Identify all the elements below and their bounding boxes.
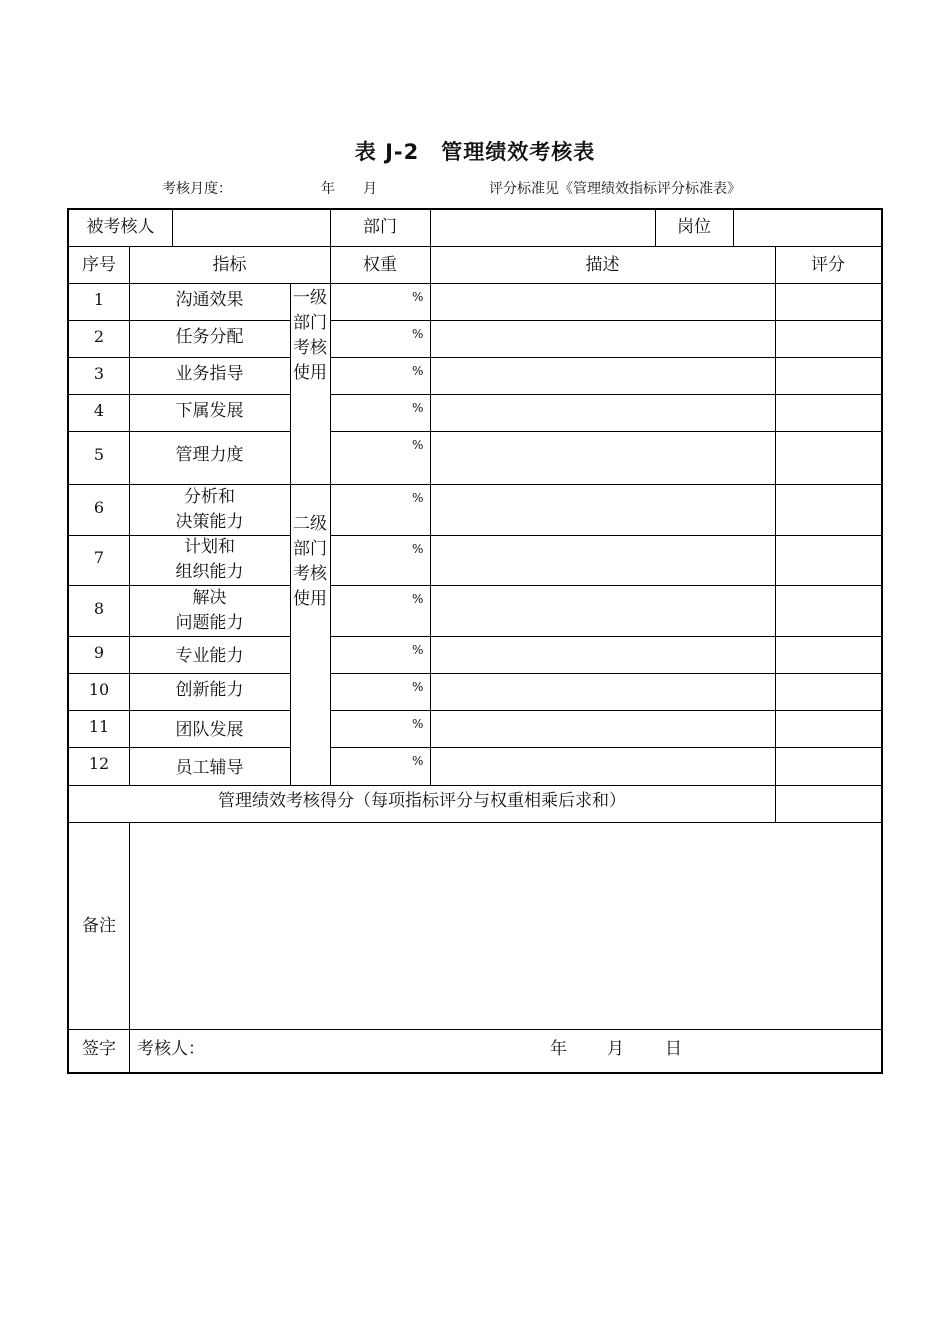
- header-description: 描述: [585, 254, 620, 275]
- row-seq: 5: [93, 445, 105, 464]
- row-weight-percent: %: [412, 754, 424, 768]
- header-score: 评分: [811, 254, 845, 275]
- signature-day-label: 日: [665, 1039, 682, 1059]
- row-weight-percent: %: [412, 592, 424, 606]
- total-score-field[interactable]: [776, 785, 881, 822]
- standard-reference: 评分标准见《管理绩效指标评分标准表》: [489, 181, 741, 197]
- department-field[interactable]: [431, 208, 655, 246]
- row-weight-percent: %: [412, 438, 424, 452]
- row-weight-percent: %: [412, 327, 424, 341]
- row-weight-percent: %: [412, 401, 424, 415]
- position-label: 岗位: [677, 217, 711, 237]
- signature-label: 签字: [82, 1039, 116, 1059]
- header-weight: 权重: [363, 254, 397, 275]
- row-seq: 6: [93, 497, 105, 517]
- row-indicator: 专业能力: [175, 646, 244, 666]
- row-indicator: 计划和 组织能力: [175, 537, 244, 582]
- month-unit-label: 月: [363, 181, 377, 197]
- header-indicator: 指标: [212, 254, 247, 275]
- row-seq: 8: [93, 598, 105, 618]
- row-seq: 12: [88, 754, 110, 773]
- row-seq: 2: [93, 327, 105, 346]
- remarks-field[interactable]: [130, 822, 881, 1029]
- group1-label: 一级部门考核使用: [293, 288, 327, 383]
- position-field[interactable]: [734, 208, 881, 246]
- row-indicator: 员工辅导: [175, 758, 244, 778]
- evaluatee-field[interactable]: [173, 208, 330, 246]
- row-indicator: 创新能力: [175, 680, 244, 700]
- evaluator-label: 考核人：: [137, 1039, 205, 1059]
- row-indicator: 团队发展: [175, 720, 244, 740]
- row-seq: 1: [93, 290, 105, 309]
- row-weight-percent: %: [412, 680, 424, 694]
- row-indicator: 解决 问题能力: [175, 587, 244, 633]
- row-seq: 7: [93, 548, 105, 567]
- month-label: 考核月度：: [162, 181, 232, 197]
- row-seq: 11: [88, 717, 110, 736]
- row-indicator: 沟通效果: [175, 290, 244, 310]
- row-indicator: 业务指导: [175, 364, 244, 384]
- row-indicator: 管理力度: [175, 445, 244, 465]
- signature-month-label: 月: [607, 1039, 624, 1059]
- department-label: 部门: [363, 217, 397, 237]
- row-indicator: 下属发展: [175, 401, 244, 421]
- total-score-label: 管理绩效考核得分（每项指标评分与权重相乘后求和）: [218, 791, 626, 811]
- row-seq: 4: [93, 401, 105, 420]
- row-weight-percent: %: [412, 364, 424, 378]
- header-seq: 序号: [82, 254, 116, 275]
- row-weight-percent: %: [412, 542, 424, 556]
- row-weight-percent: %: [412, 290, 424, 304]
- row-weight-percent: %: [412, 717, 424, 731]
- row-weight-percent: %: [412, 643, 424, 657]
- row-seq: 9: [93, 643, 105, 662]
- row-indicator: 任务分配: [175, 327, 244, 347]
- row-seq: 10: [88, 680, 110, 699]
- evaluatee-label: 被考核人: [86, 217, 155, 237]
- group2-label: 二级部门考核使用: [293, 514, 327, 609]
- remarks-label: 备注: [82, 915, 116, 936]
- signature-year-label: 年: [550, 1039, 567, 1059]
- row-indicator: 分析和 决策能力: [175, 486, 244, 532]
- form-title: 表 J-2 管理绩效考核表: [354, 140, 596, 164]
- year-label: 年: [321, 181, 335, 197]
- row-weight-percent: %: [412, 491, 424, 505]
- row-seq: 3: [93, 364, 105, 383]
